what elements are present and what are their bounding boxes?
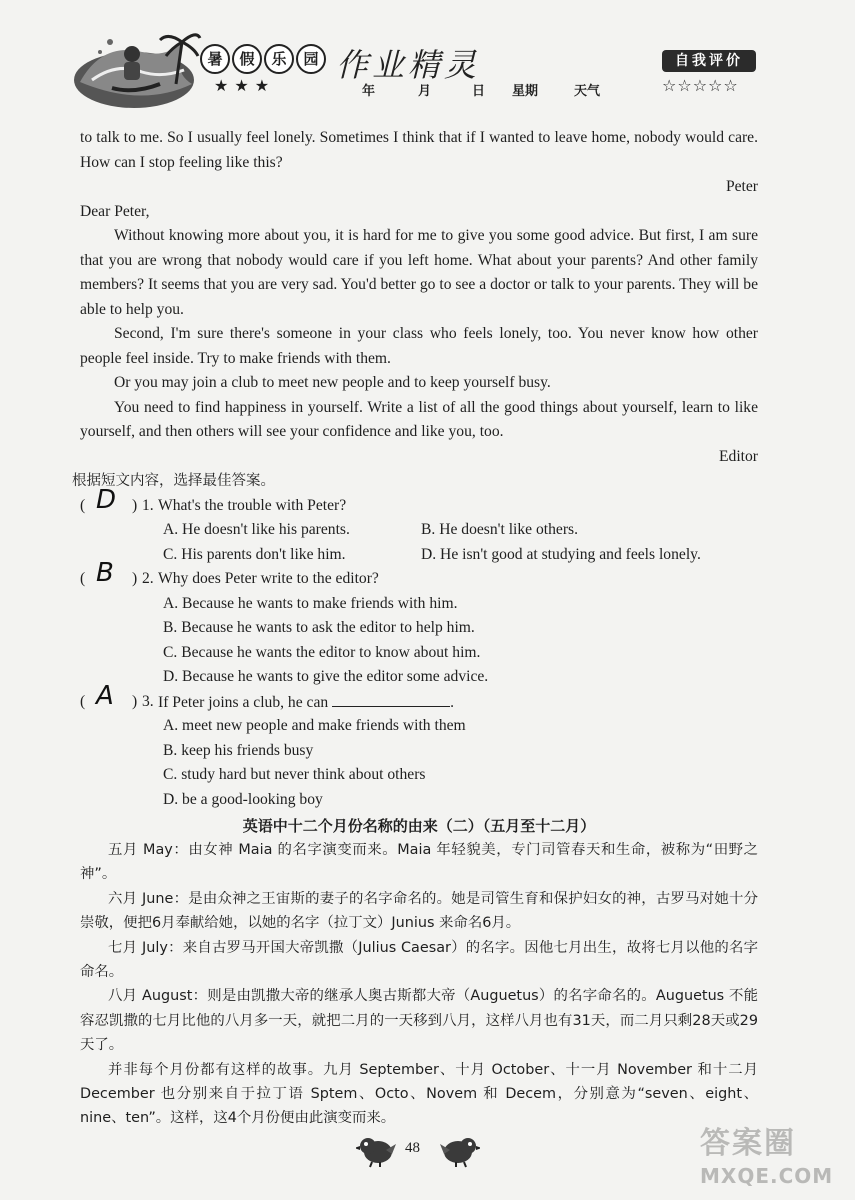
question-number: 2. — [142, 570, 154, 587]
brand-char: 假 — [232, 44, 262, 74]
reply-signature-editor: Editor — [719, 447, 758, 465]
question-3 — [80, 680, 758, 813]
paren-close: ) — [132, 570, 138, 587]
brand-char: 园 — [296, 44, 326, 74]
letter-continued-text: to talk to me. So I usually feel lonely. Sometimes I think that if I wanted to leave home, nobody would care. How can I stop feeling like this? — [80, 129, 758, 171]
option-b[interactable]: B. Because he wants to ask the editor to help him. — [163, 619, 475, 636]
month-paragraph-sept-dec: 并非每个月份都有这样的故事。九月 September、十月 October、十一月 November 和十二月 December 也分别来自于拉丁语 Sptem、Octo、Novem 和 Decem，分别意为“seven、eight、nine、ten”。这样，这4个月份便由此演变而来。 — [80, 1061, 758, 1127]
series-title: 作业精灵 — [336, 46, 481, 84]
answer-box[interactable] — [80, 680, 158, 715]
question-number: 3. — [142, 692, 154, 710]
question-1 — [80, 484, 758, 568]
page-content — [72, 126, 758, 1131]
handwritten-answer: A — [96, 680, 114, 711]
handwritten-answer: B — [96, 558, 114, 588]
date-label-day: 日 — [472, 84, 486, 99]
self-evaluation-badge: 自我评价 — [662, 50, 756, 72]
paren-close: ) — [132, 496, 138, 514]
paren-close: ) — [132, 692, 138, 710]
option-c[interactable]: C. His parents don't like him. — [163, 545, 346, 563]
question-number: 1. — [142, 496, 154, 514]
handwritten-answer: D — [96, 484, 117, 515]
answer-box[interactable] — [80, 558, 158, 592]
paren-open: ( — [80, 692, 86, 710]
date-weather-row — [362, 80, 614, 99]
option-c[interactable]: C. Because he wants the editor to know about him. — [163, 643, 481, 661]
date-label-year: 年 — [362, 84, 376, 99]
option-b[interactable]: B. He doesn't like others. — [421, 521, 578, 538]
question-text: What's the trouble with Peter? — [158, 496, 347, 514]
brand-stars: ★★★ — [214, 76, 276, 95]
month-paragraph-july: 七月 July：来自古罗马开国大帝凯撒（Julius Caesar）的名字。因他七月出生，故将七月以他的名字命名。 — [80, 939, 758, 981]
instructions: 根据短文内容，选择最佳答案。 — [72, 473, 275, 489]
section-title: 英语中十二个月份名称的由来（二）（五月至十二月） — [242, 817, 596, 835]
question-2 — [80, 558, 758, 690]
answer-box[interactable] — [80, 484, 158, 519]
paren-open: ( — [80, 570, 86, 587]
option-a[interactable]: A. He doesn't like his parents. — [163, 521, 350, 538]
bird-right-icon — [440, 1134, 480, 1168]
paren-open: ( — [80, 496, 86, 514]
reply-salutation: Dear Peter, — [80, 202, 150, 220]
reply-paragraph: Without knowing more about you, it is hard for me to give you some good advice. But first, I am sure that you are wrong that nobody would care if you left home. What about your parents? And other family members? It seems that you are very sad. You'd better go to see a doctor or talk to your parents. They will be able to help you. — [80, 227, 758, 318]
bird-left-icon — [356, 1134, 396, 1168]
reply-paragraph: You need to find happiness in yourself. Write a list of all the good things about yourself, learn to like yourself, and then others will see your confidence and like you, too. — [80, 398, 758, 440]
watermark-text: 答案圈 — [700, 1126, 796, 1161]
page-header — [0, 0, 855, 115]
option-d[interactable]: D. He isn't good at studying and feels lonely. — [421, 545, 701, 563]
watermark-url: MXQE.COM — [700, 1164, 834, 1188]
brand-char: 暑 — [200, 44, 230, 74]
date-label-weekday: 星期 — [512, 84, 539, 99]
month-paragraph-august: 八月 August：则是由凯撒大帝的继承人奥古斯都大帝（Auguetus）的名字命名的。Auguetus 不能容忍凯撒的七月比他的八月多一天，就把二月的一天移到八月，这样八月也有31天，而二月只剩28天或29天了。 — [80, 988, 758, 1054]
question-text — [158, 690, 454, 716]
brand-char: 乐 — [264, 44, 294, 74]
fill-in-blank[interactable] — [332, 690, 450, 707]
corner-watermark — [700, 1118, 850, 1198]
date-label-month: 月 — [418, 84, 432, 99]
brand-logo — [200, 44, 326, 74]
date-label-weather: 天气 — [574, 84, 601, 99]
question-stem-end: . — [450, 693, 454, 711]
month-paragraph-may: 五月 May：由女神 Maia 的名字演变而来。Maia 年轻貌美，专门司管春天和生命，被称为“田野之神”。 — [80, 842, 758, 883]
option-a[interactable]: A. meet new people and make friends with them — [163, 717, 466, 734]
self-evaluation-stars[interactable]: ☆☆☆☆☆ — [662, 76, 739, 95]
month-paragraph-june: 六月 June：是由众神之王宙斯的妻子的名字命名的。她是司管生育和保护妇女的神，古罗马对她十分崇敬，便把6月奉献给她，以她的名字（拉丁文）Junius 来命名6月。 — [80, 890, 758, 932]
option-b[interactable]: B. keep his friends busy — [163, 741, 314, 759]
option-d[interactable]: D. be a good-looking boy — [163, 790, 323, 808]
reply-paragraph: Or you may join a club to meet new people and to keep yourself busy. — [114, 374, 551, 391]
letter-signature-peter: Peter — [725, 178, 758, 195]
question-stem: If Peter joins a club, he can — [158, 693, 329, 711]
page-number: 48 — [405, 1140, 420, 1156]
option-a[interactable]: A. Because he wants to make friends with him. — [163, 594, 458, 612]
question-text: Why does Peter write to the editor? — [158, 570, 379, 587]
beach-illustration-icon — [72, 22, 202, 112]
option-c[interactable]: C. study hard but never think about others — [163, 766, 426, 783]
option-d[interactable]: D. Because he wants to give the editor some advice. — [163, 668, 489, 685]
reply-paragraph: Second, I'm sure there's someone in your class who feels lonely, too. You never know how other people feel inside. Try to make friends with them. — [80, 325, 758, 367]
